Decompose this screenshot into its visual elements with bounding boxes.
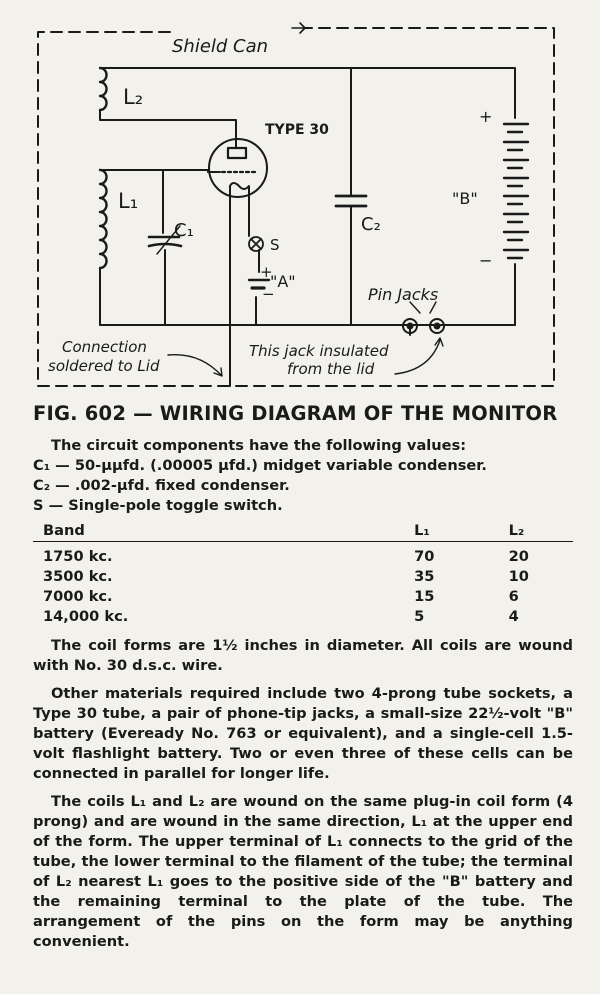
table-row <box>33 542 573 568</box>
pin-jacks-label: Pin Jacks <box>368 285 439 304</box>
tube-label: TYPE 30 <box>265 122 329 138</box>
cell-l1: 35 <box>414 568 435 585</box>
table-header-row <box>33 521 573 542</box>
cell-l2: 20 <box>508 548 529 565</box>
header-band: Band <box>43 522 85 539</box>
tube-type-30-icon <box>209 139 267 197</box>
header-l2: L₂ <box>508 522 525 539</box>
b-battery-icon <box>504 124 528 258</box>
a-battery-plus: + <box>260 263 273 281</box>
l1-label: L₁ <box>118 189 139 213</box>
cell-l2: 4 <box>508 608 519 625</box>
paragraph-coil-winding: The coils L₁ and L₂ are wound on the same plug-in coil form (4 prong) and are wound in the same direction, L₁ at the upper end of the form. The upper terminal of L₁ connects to the grid of the tube, the lower terminal to the filament of the tube; the terminal of L₂ nearest L₁ goes to the positive side of the "B" battery and the remaining terminal to the plate of the tube. The arrangement of the pins on the form may be anything convenient. <box>33 793 573 950</box>
values-intro: The circuit components have the following values: <box>51 437 467 454</box>
cell-l1: 5 <box>414 608 425 625</box>
b-battery-minus: − <box>479 251 493 270</box>
table-row <box>33 587 573 607</box>
table-row <box>33 607 573 627</box>
cell-l2: 6 <box>508 588 519 605</box>
jack-note-line2: from the lid <box>287 360 375 378</box>
cell-l1: 70 <box>414 548 435 565</box>
table-row <box>33 567 573 587</box>
coil-turns-table <box>33 521 573 627</box>
value-c1: C₁ — 50-μμfd. (.00005 μfd.) midget variable condenser. <box>33 457 487 474</box>
c1-label: C₁ <box>174 220 194 241</box>
connection-label-line1: Connection <box>62 338 147 356</box>
switch-label: S <box>270 236 280 254</box>
cell-band: 3500 kc. <box>43 568 113 585</box>
b-battery-plus: + <box>479 107 493 126</box>
switch-s-icon <box>249 237 263 251</box>
a-battery-minus: − <box>262 285 275 303</box>
header-l1: L₁ <box>414 522 430 539</box>
l2-label: L₂ <box>123 85 144 109</box>
shield-can-label: Shield Can <box>172 36 269 57</box>
wiring-diagram <box>0 0 600 400</box>
component-values <box>33 436 573 516</box>
construction-notes <box>33 636 573 960</box>
pin-jacks-icon <box>403 302 444 333</box>
b-battery-label: "B" <box>452 189 478 208</box>
cell-l1: 15 <box>414 588 435 605</box>
cell-band: 1750 kc. <box>43 548 113 565</box>
connection-label-line2: soldered to Lid <box>48 357 160 375</box>
cell-l2: 10 <box>508 568 529 585</box>
paragraph-materials: Other materials required include two 4-prong tube sockets, a Type 30 tube, a pair of phone-tip jacks, a small-size 22½-volt "B" battery (Eveready No. 763 or equivalent), and a single-cell 1.5-volt flashlight battery. Two or even three of these cells can be connected in parallel for longer life. <box>33 685 573 782</box>
a-battery-label: "A" <box>270 272 296 291</box>
paragraph-coil-forms: The coil forms are 1½ inches in diameter. All coils are wound with No. 30 d.s.c. wire. <box>33 637 573 674</box>
coil-l2-icon <box>100 68 107 110</box>
capacitor-c2-icon <box>336 196 366 206</box>
value-c2: C₂ — .002-μfd. fixed condenser. <box>33 477 290 494</box>
coil-l1-icon <box>100 170 107 268</box>
cell-band: 7000 kc. <box>43 588 113 605</box>
value-s: S — Single-pole toggle switch. <box>33 497 283 514</box>
jack-note-line1: This jack insulated <box>249 342 389 360</box>
figure-caption: FIG. 602 — WIRING DIAGRAM OF THE MONITOR <box>33 402 558 425</box>
cell-band: 14,000 kc. <box>43 608 129 625</box>
c2-label: C₂ <box>361 214 381 235</box>
wiring <box>100 68 515 386</box>
